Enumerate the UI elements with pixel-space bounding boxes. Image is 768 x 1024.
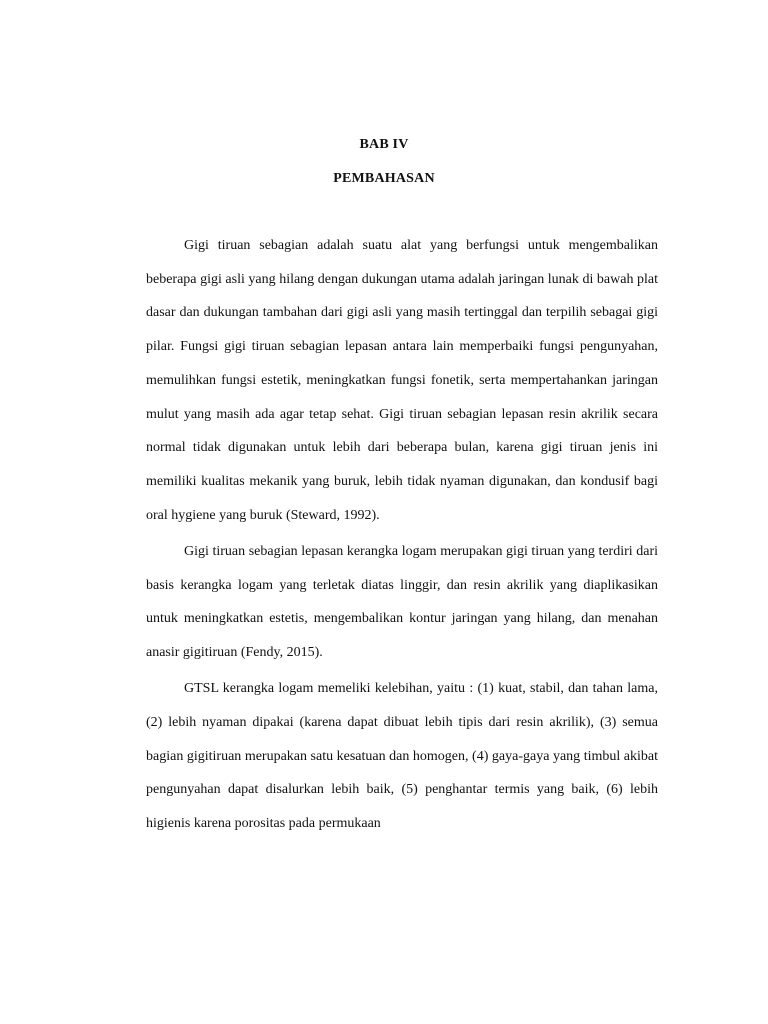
body-text: [146, 229, 658, 843]
chapter-title: PEMBAHASAN: [333, 171, 435, 186]
paragraph-3: GTSL kerangka logam memeliki kelebihan, yaitu : (1) kuat, stabil, dan tahan lama, (2) lebih nyaman dipakai (karena dapat dibuat lebih tipis dari resin akrilik), (3) semua bagian gigitiruan merupakan satu kesatuan dan homogen, (4) gaya-gaya yang timbul akibat pengunyahan dapat disalurkan lebih baik, (5) penghantar termis yang baik, (6) lebih higienis karena porositas pada permukaan: [146, 681, 658, 831]
paragraph-2: Gigi tiruan sebagian lepasan kerangka logam merupakan gigi tiruan yang terdiri dari basis kerangka logam yang terletak diatas linggir, dan resin akrilik yang diaplikasikan untuk meningkatkan estetis, mengembalikan kontur jaringan yang hilang, dan menahan anasir gigitiruan (Fendy, 2015).: [146, 543, 658, 660]
paragraph-1: Gigi tiruan sebagian adalah suatu alat yang berfungsi untuk mengembalikan beberapa gigi asli yang hilang dengan dukungan utama adalah jaringan lunak di bawah plat dasar dan dukungan tambahan dari gigi asli yang masih tertinggal dan terpilih sebagai gigi pilar. Fungsi gigi tiruan sebagian lepasan antara lain memperbaiki fungsi pengunyahan, memulihkan fungsi estetik, meningkatkan fungsi fonetik, serta mempertahankan jaringan mulut yang masih ada agar tetap sehat. Gigi tiruan sebagian lepasan resin akrilik secara normal tidak digunakan untuk lebih dari beberapa bulan, karena gigi tiruan jenis ini memiliki kualitas mekanik yang buruk, lebih tidak nyaman digunakan, dan kondusif bagi oral hygiene yang buruk (Steward, 1992).: [146, 238, 658, 523]
chapter-number: BAB IV: [359, 137, 409, 152]
